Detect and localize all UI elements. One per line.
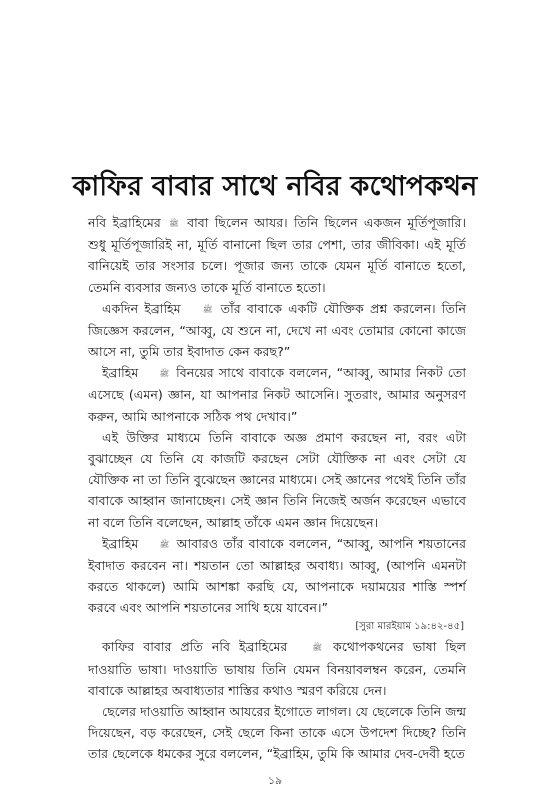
chapter-body [88, 212, 466, 765]
paragraph-text: কথোপকথনের ভাষা ছিল দাওয়াতি ভাষা। দাওয়াতি ভাষায় তিনি যেমন বিনয়াবলম্বন করেন, তেমনি বাবাকে আল্লাহর অবাধ্যতার শাস্তির কথাও স্মরণ করিয়ে দেন। [88, 639, 466, 698]
honorific-icon: ﷺ [202, 304, 213, 314]
paragraph-2 [88, 298, 466, 363]
paragraph-7 [88, 701, 466, 765]
paragraph-text: ছেলের দাওয়াতি আহ্বান আযরের ইগোতে লাগল। যে ছেলেকে তিনি জন্ম দিয়েছেন, বড় করেছেন, সেই ছেলে কিনা তাকে এসে উপদেশ দিচ্ছে? তিনি তার ছেলেকে ধমকের সুরে বললেন, “ইব্রাহিম, তুমি কি আমার দেব-দেবী হতে [88, 703, 466, 762]
paragraph-text: নবি ইব্রাহিমের [88, 215, 161, 230]
honorific-icon: ﷺ [169, 218, 179, 228]
honorific-icon: ﷺ [159, 369, 170, 379]
paragraph-4 [88, 427, 466, 533]
quran-reference: [সুরা মারইয়াম ১৯:৪২-৪৫] [355, 621, 464, 633]
paragraph-6 [88, 636, 466, 701]
paragraph-text: বিনয়ের সাথে বাবাকে বললেন, “আব্বু, আমার নিকট তো এসেছে (এমন) জ্ঞান, যা আপনার নিকট আসেনি। সুতরাং, আমার অনুসরণ করুন, আমি আপনাকে সঠিক পথ দেখাব।” [88, 365, 466, 424]
honorific-icon: ﷺ [312, 643, 323, 653]
paragraph-text: একদিন ইব্রাহিম [102, 300, 181, 316]
paragraph-text: তাঁর বাবাকে একটি যৌক্তিক প্রশ্ন করলেন। তিনি জিজ্ঞেস করলেন, “আব্বু, যে শুনে না, দেখে না এবং তোমার কোনো কাজে আসে না, তুমি তার ইবাদাত কেন করছ?” [88, 300, 466, 359]
paragraph-text: ইব্রাহিম [102, 535, 139, 551]
paragraph-text: ইব্রাহিম [102, 365, 139, 381]
paragraph-3 [88, 362, 466, 427]
paragraph-text: আবারও তাঁর বাবাকে বললেন, “আব্বু, আপনি শয়তানের ইবাদাত করবেন না। শয়তান তো আল্লাহর অবাধ্য। আব্বু, (আপনি এমনটা করতে থাকলে) আমি আশঙ্কা করছি যে, আপনাকে দয়াময়ের শাস্তি স্পর্শ করবে এবং আপনি শয়তানের সাথি হয়ে যাবেন।” [88, 535, 466, 616]
honorific-icon: ﷺ [159, 539, 170, 549]
paragraph-text: বাবা ছিলেন আযর। তিনি ছিলেন একজন মূর্তিপূজারি। শুধু মূর্তিপূজারিই না, মূর্তি বানানো ছিল তার পেশা, তার জীবিকা। এই মূর্তি বানিয়েই তার সংসার চলে। পূজার জন্য তাকে যেমন মূর্তি বানাতে হতো, তেমনি ব্যবসার জন্যও তাকে মূর্তি বানাতে হতো। [88, 215, 466, 295]
paragraph-5 [88, 533, 466, 619]
chapter-title: কাফির বাবার সাথে নবির কথোপকথন [72, 171, 478, 203]
paragraph-text: এই উক্তির মাধ্যমে তিনি বাবাকে অজ্ঞ প্রমাণ করছেন না, বরং এটা বুঝাচ্ছেন যে তিনি যে কাজটি করছেন সেটা যৌক্তিক না এবং সেটা যে যৌক্তিক না তা তিনি বুঝেছেন জ্ঞানের মাধ্যমে। সেই জ্ঞানের পথেই তিনি তাঁর বাবাকে আহ্বান জানাচ্ছেন। সেই জ্ঞান তিনি নিজেই অর্জন করেছেন এভাবে না বলে তিনি বলেছেন, আল্লাহ তাঁকে এমন জ্ঞান দিয়েছেন। [88, 429, 466, 530]
page-number: ১৯ [267, 774, 283, 787]
paragraph-1 [88, 212, 466, 298]
paragraph-text: কাফির বাবার প্রতি নবি ইব্রাহিমের [102, 639, 288, 655]
